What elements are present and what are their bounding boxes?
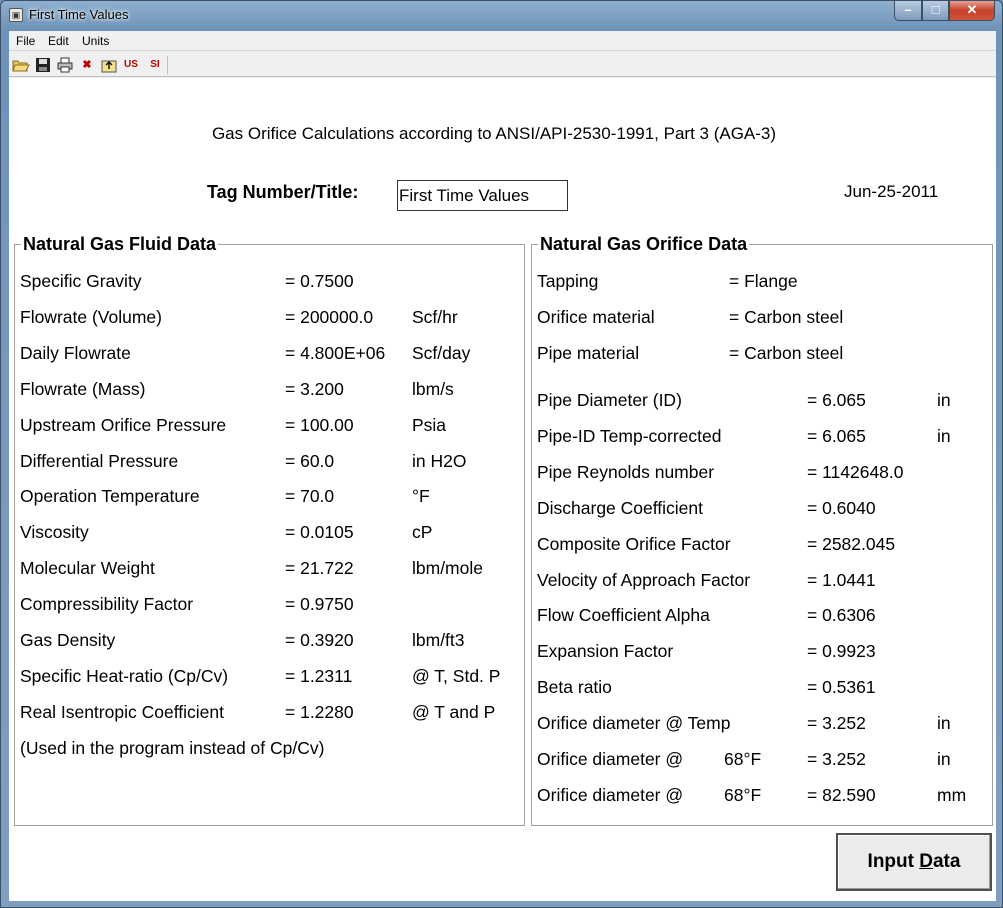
orifice-spec-label: Tapping: [537, 271, 599, 291]
fluid-row-label: Gas Density: [20, 630, 116, 650]
fluid-row: [15, 630, 524, 654]
orifice-result-row: [532, 713, 992, 737]
orifice-spec-label: Orifice material: [537, 307, 655, 327]
toolbar: [9, 53, 996, 77]
orifice-result-value: = 0.6306: [807, 605, 876, 626]
print-icon[interactable]: [55, 55, 75, 75]
orifice-result-label: Orifice diameter @: [537, 749, 684, 769]
fluid-row-unit: Scf/day: [412, 342, 471, 363]
fluid-row-unit: lbm/ft3: [412, 630, 465, 650]
fluid-row-value: = 4.800E+06: [285, 342, 386, 363]
orifice-result-row: [532, 534, 992, 558]
fluid-row: [15, 271, 524, 295]
fluid-row-value: = 0.7500: [285, 271, 354, 291]
orifice-result-value: = 6.065: [807, 425, 866, 446]
fluid-row-unit: @ T, Std. P: [412, 665, 501, 686]
orifice-result-unit: mm: [937, 784, 967, 805]
menu-edit[interactable]: Edit: [48, 34, 69, 48]
orifice-result-value: = 82.590: [807, 784, 876, 805]
fluid-note: [15, 738, 524, 762]
us-units-icon[interactable]: US: [124, 59, 138, 70]
fluid-row-unit: lbm/mole: [412, 558, 483, 579]
minimize-button[interactable]: –: [894, 1, 922, 21]
orifice-result-unit: in: [937, 713, 951, 734]
fluid-row: [15, 558, 524, 582]
orifice-result-value: = 1.0441: [807, 569, 876, 590]
tag-label: Tag Number/Title:: [207, 182, 359, 202]
date-label: Jun-25-2011: [844, 182, 939, 201]
orifice-result-label: Flow Coefficient Alpha: [537, 605, 710, 626]
orifice-result-label: Pipe Reynolds number: [537, 461, 715, 482]
orifice-spec-row: [532, 271, 992, 295]
fluid-data-group: [14, 234, 525, 826]
orifice-result-row: [532, 570, 992, 594]
fluid-row-value: = 1.2280: [285, 701, 354, 722]
orifice-result-unit: in: [937, 425, 951, 446]
fluid-row-value: = 100.00: [285, 414, 354, 435]
fluid-row-unit: Scf/hr: [412, 306, 458, 327]
fluid-row-label: Real Isentropic Coefficient: [20, 701, 224, 722]
orifice-result-label: Expansion Factor: [537, 641, 674, 662]
fluid-row-label: Upstream Orifice Pressure: [20, 414, 227, 435]
orifice-result-row: [532, 785, 992, 809]
menu-file[interactable]: File: [16, 34, 36, 48]
fluid-row-label: Flowrate (Mass): [20, 378, 146, 399]
fluid-row-label: Specific Gravity: [20, 271, 142, 291]
orifice-result-row: [532, 605, 992, 629]
fluid-data-title: Natural Gas Fluid Data: [23, 234, 217, 254]
save-icon[interactable]: [33, 55, 53, 75]
orifice-spec-row: [532, 307, 992, 331]
fluid-row-label: Specific Heat-ratio (Cp/Cv): [20, 665, 229, 686]
fluid-row: [15, 379, 524, 403]
menu-bar: [9, 31, 996, 51]
main-panel: [9, 78, 996, 901]
fluid-row: [15, 451, 524, 475]
orifice-result-value: = 3.252: [807, 713, 866, 734]
orifice-result-label: Composite Orifice Factor: [537, 533, 731, 554]
close-button[interactable]: ✕: [949, 1, 995, 21]
orifice-result-row: [532, 462, 992, 486]
fluid-row: [15, 307, 524, 331]
fluid-row-value: = 1.2311: [285, 665, 353, 686]
orifice-result-value: = 3.252: [807, 749, 866, 769]
orifice-result-label: Pipe Diameter (ID): [537, 390, 682, 410]
fluid-row: [15, 343, 524, 367]
orifice-result-label: Orifice diameter @ Temp: [537, 713, 731, 734]
fluid-row-unit: in H2O: [412, 450, 467, 471]
export-icon[interactable]: [99, 55, 119, 75]
menu-units[interactable]: Units: [82, 34, 110, 48]
fluid-row-unit: @ T and P: [412, 701, 496, 722]
orifice-result-row: [532, 426, 992, 450]
orifice-data-group: [531, 234, 993, 826]
orifice-result-unit: in: [937, 390, 951, 410]
input-data-label-b: ata: [932, 851, 961, 872]
orifice-result-label: Velocity of Approach Factor: [537, 569, 751, 590]
tag-input[interactable]: [397, 180, 568, 211]
fluid-row-label: Differential Pressure: [20, 450, 179, 471]
orifice-result-value: = 0.9923: [807, 641, 876, 662]
orifice-result-row: [532, 390, 992, 414]
fluid-row-label: Compressibility Factor: [20, 594, 194, 615]
client-area: [9, 31, 996, 901]
orifice-result-label: Orifice diameter @: [537, 784, 684, 805]
title-bar[interactable]: [1, 1, 1002, 29]
orifice-result-unit: in: [937, 749, 951, 769]
toolbar-separator: [167, 56, 168, 74]
orifice-spec-row: [532, 343, 992, 367]
orifice-result-row: [532, 677, 992, 701]
orifice-result-value: = 0.6040: [807, 497, 876, 518]
fluid-row-label: Viscosity: [20, 522, 89, 543]
fluid-row: [15, 702, 524, 726]
fluid-row: [15, 415, 524, 439]
orifice-result-row: [532, 749, 992, 773]
orifice-result-value: = 0.5361: [807, 677, 876, 698]
delete-icon[interactable]: ✖: [82, 59, 92, 71]
orifice-result-label: Pipe-ID Temp-corrected: [537, 425, 722, 446]
fluid-row-unit: Psia: [412, 414, 447, 435]
orifice-data-title: Natural Gas Orifice Data: [540, 234, 748, 254]
orifice-result-value: = 2582.045: [807, 533, 896, 554]
fluid-row-value: = 60.0: [285, 450, 335, 471]
fluid-row-unit: lbm/s: [412, 378, 454, 399]
fluid-row-label: Molecular Weight: [20, 558, 155, 579]
si-units-icon[interactable]: SI: [150, 59, 160, 70]
fluid-note-text: (Used in the program instead of Cp/Cv): [20, 737, 325, 758]
orifice-result-value: = 1142648.0: [807, 461, 904, 482]
fluid-row-label: Daily Flowrate: [20, 342, 131, 363]
orifice-result-row: [532, 641, 992, 665]
orifice-result-label: Beta ratio: [537, 677, 612, 698]
app-icon[interactable]: ▣: [9, 8, 23, 22]
orifice-result-temp: 68°F: [724, 749, 762, 769]
orifice-result-row: [532, 498, 992, 522]
orifice-result-temp: 68°F: [724, 784, 762, 805]
fluid-row-unit: °F: [412, 486, 430, 507]
fluid-row-value: = 70.0: [285, 486, 335, 507]
fluid-row: [15, 594, 524, 618]
window-title: First Time Values: [29, 7, 129, 22]
fluid-row-value: = 0.9750: [285, 594, 354, 615]
page-heading: Gas Orifice Calculations according to ANSI/API-2530-1991, Part 3 (AGA-3): [211, 124, 777, 143]
input-data-label-a: Input: [867, 851, 920, 872]
orifice-result-label: Discharge Coefficient: [537, 497, 704, 518]
input-data-label-accel: D: [919, 851, 933, 872]
orifice-spec-value: = Carbon steel: [729, 343, 844, 363]
fluid-row: [15, 486, 524, 510]
fluid-row-value: = 0.0105: [285, 522, 354, 543]
fluid-row-value: = 200000.0: [285, 306, 374, 327]
fluid-row: [15, 666, 524, 690]
fluid-row-value: = 0.3920: [285, 630, 354, 650]
fluid-row-value: = 21.722: [285, 558, 354, 579]
fluid-row-unit: cP: [412, 522, 433, 543]
maximize-button[interactable]: □: [922, 1, 949, 21]
fluid-row-label: Flowrate (Volume): [20, 306, 162, 327]
open-folder-icon[interactable]: [11, 55, 31, 75]
fluid-row: [15, 522, 524, 546]
orifice-spec-label: Pipe material: [537, 343, 640, 363]
orifice-spec-value: = Carbon steel: [729, 307, 844, 327]
fluid-row-label: Operation Temperature: [20, 486, 200, 507]
orifice-spec-value: = Flange: [729, 271, 798, 291]
orifice-result-value: = 6.065: [807, 390, 866, 410]
fluid-row-value: = 3.200: [285, 378, 344, 399]
input-data-button[interactable]: [836, 833, 992, 891]
